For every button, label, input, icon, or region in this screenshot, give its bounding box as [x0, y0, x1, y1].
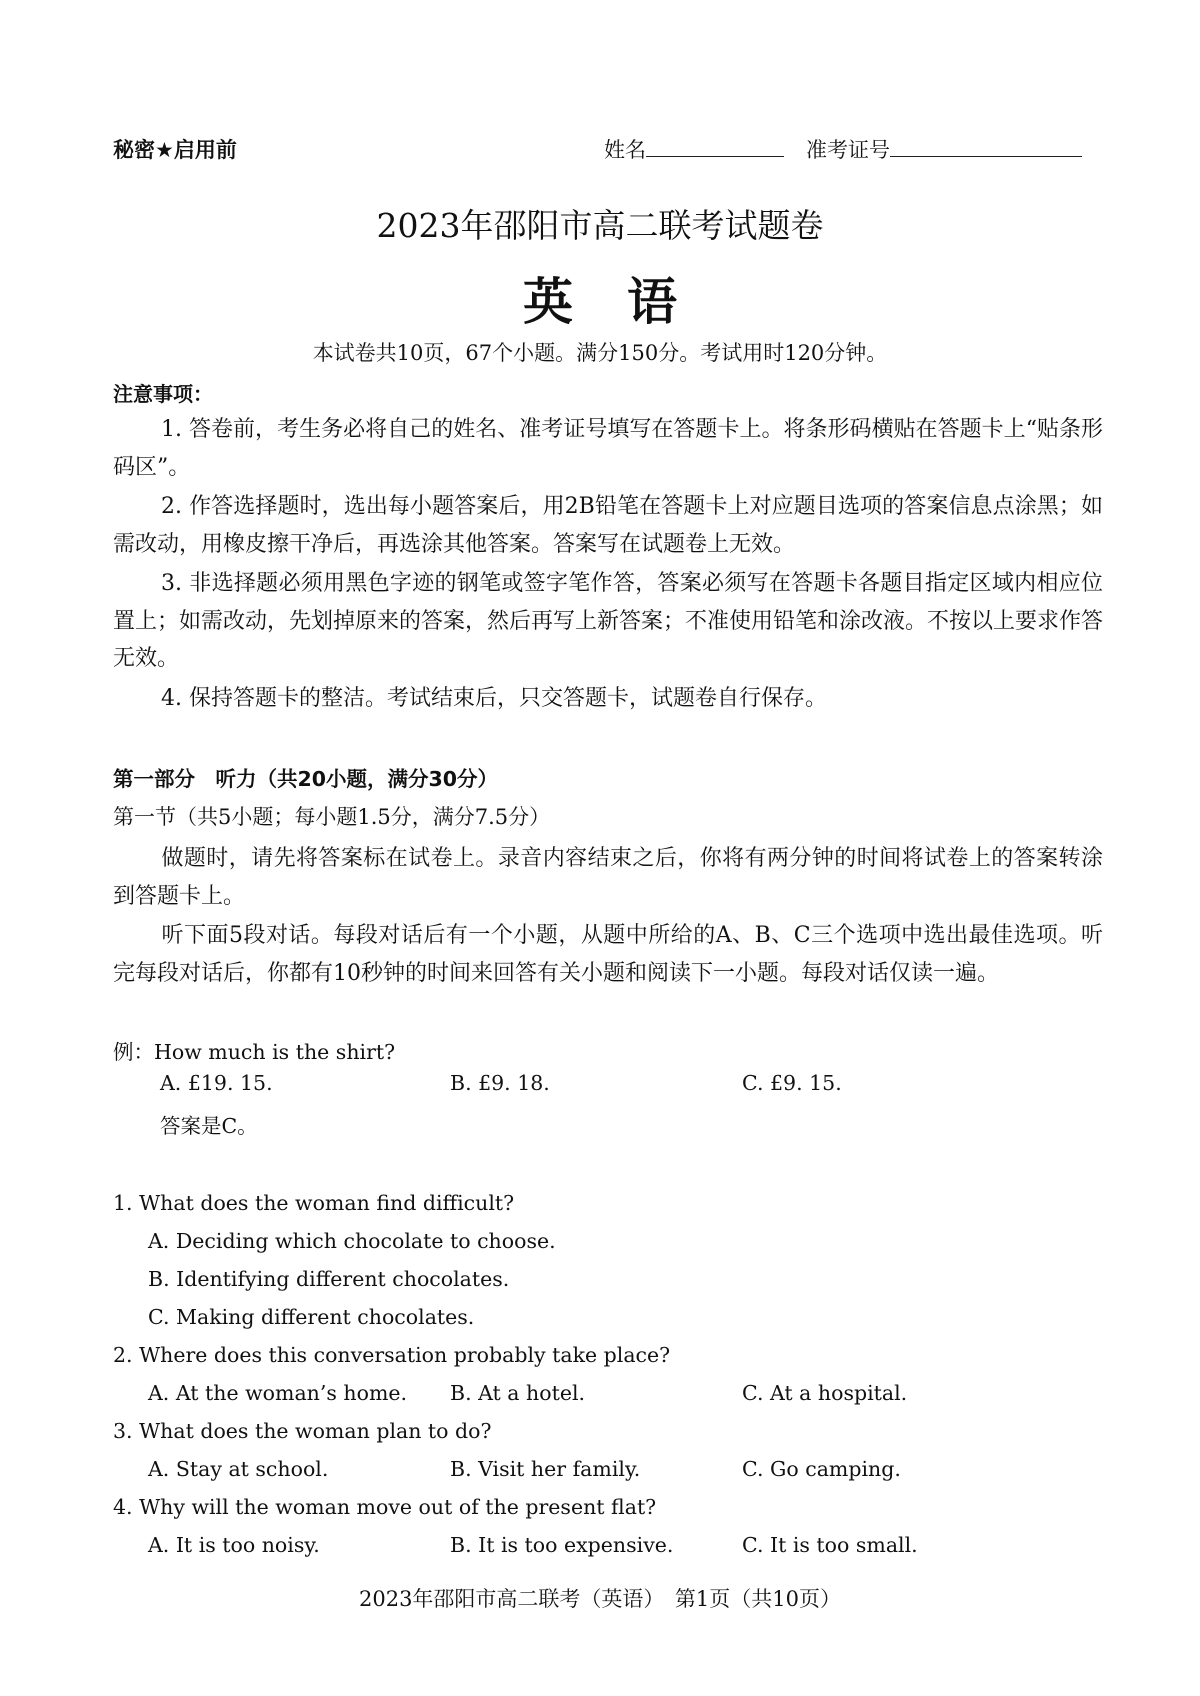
notice-heading: 注意事项：: [113, 382, 213, 406]
page-footer: 2023年邵阳市高二联考（英语） 第1页（共10页）: [358, 1587, 842, 1611]
question-3-option-c: C. Go camping.: [742, 1457, 901, 1481]
section1-heading: 第一节（共5小题；每小题1.5分，满分7.5分）: [113, 805, 551, 829]
example-option-b: B. £9. 18.: [450, 1071, 550, 1095]
instruction-2: 听下面5段对话。每段对话后有一个小题，从题中所给的A、B、C三个选项中选出最佳选项。听完每段对话后，你都有10秒钟的时间来回答有关小题和阅读下一小题。每段对话仅读一遍。: [113, 923, 1103, 986]
question-2-stem: 2. Where does this conversation probably take place?: [113, 1343, 671, 1367]
name-blank[interactable]: [646, 136, 784, 157]
instruction-1: 做题时，请先将答案标在试卷上。录音内容结束之后，你将有两分钟的时间将试卷上的答案转涂到答题卡上。: [113, 846, 1103, 909]
question-4-stem: 4. Why will the woman move out of the present flat?: [113, 1495, 657, 1519]
subject-title: 英语: [523, 272, 731, 331]
question-1-option-c: C. Making different chocolates.: [148, 1305, 475, 1329]
question-3-option-b: B. Visit her family.: [450, 1457, 641, 1481]
secret-label: 秘密★启用前: [113, 138, 237, 162]
question-1-stem: 1. What does the woman find difficult?: [113, 1191, 515, 1215]
notice-item: 1. 答卷前，考生务必将自己的姓名、准考证号填写在答题卡上。将条形码横贴在答题卡上“贴条形码区”。: [113, 417, 1103, 480]
name-label: 姓名: [604, 138, 646, 162]
question-1-option-a: A. Deciding which chocolate to choose.: [148, 1229, 556, 1253]
question-4-option-a: A. It is too noisy.: [148, 1533, 320, 1557]
question-2-option-c: C. At a hospital.: [742, 1381, 908, 1405]
id-label: 准考证号: [806, 138, 890, 162]
question-4-option-c: C. It is too small.: [742, 1533, 918, 1557]
id-blank[interactable]: [890, 136, 1082, 157]
example-question: 例：How much is the shirt?: [113, 1040, 396, 1064]
notice-item: 4. 保持答题卡的整洁。考试结束后，只交答题卡，试题卷自行保存。: [161, 686, 827, 711]
exam-title: 2023年邵阳市高二联考试题卷: [376, 206, 824, 245]
part1-heading: 第一部分 听力（共20小题，满分30分）: [113, 767, 499, 791]
example-option-a: A. £19. 15.: [160, 1071, 273, 1095]
question-2-option-a: A. At the woman’s home.: [148, 1381, 408, 1405]
question-2-option-b: B. At a hotel.: [450, 1381, 586, 1405]
id-field[interactable]: [806, 134, 1082, 164]
question-1-option-b: B. Identifying different chocolates.: [148, 1267, 510, 1291]
example-answer: 答案是C。: [160, 1114, 258, 1138]
notice-item: 3. 非选择题必须用黑色字迹的钢笔或签字笔作答，答案必须写在答题卡各题目指定区域内相应位置上；如需改动，先划掉原来的答案，然后再写上新答案；不准使用铅笔和涂改液。不按以上要求作答无效。: [113, 571, 1104, 671]
name-field[interactable]: [604, 134, 784, 164]
example-option-c: C. £9. 15.: [742, 1071, 842, 1095]
notice-item: 2. 作答选择题时，选出每小题答案后，用2B铅笔在答题卡上对应题目选项的答案信息点涂黑；如需改动，用橡皮擦干净后，再选涂其他答案。答案写在试题卷上无效。: [113, 494, 1103, 557]
question-4-option-b: B. It is too expensive.: [450, 1533, 674, 1557]
exam-info: 本试卷共10页，67个小题。满分150分。考试用时120分钟。: [312, 341, 888, 365]
question-3-stem: 3. What does the woman plan to do?: [113, 1419, 492, 1443]
question-3-option-a: A. Stay at school.: [148, 1457, 329, 1481]
